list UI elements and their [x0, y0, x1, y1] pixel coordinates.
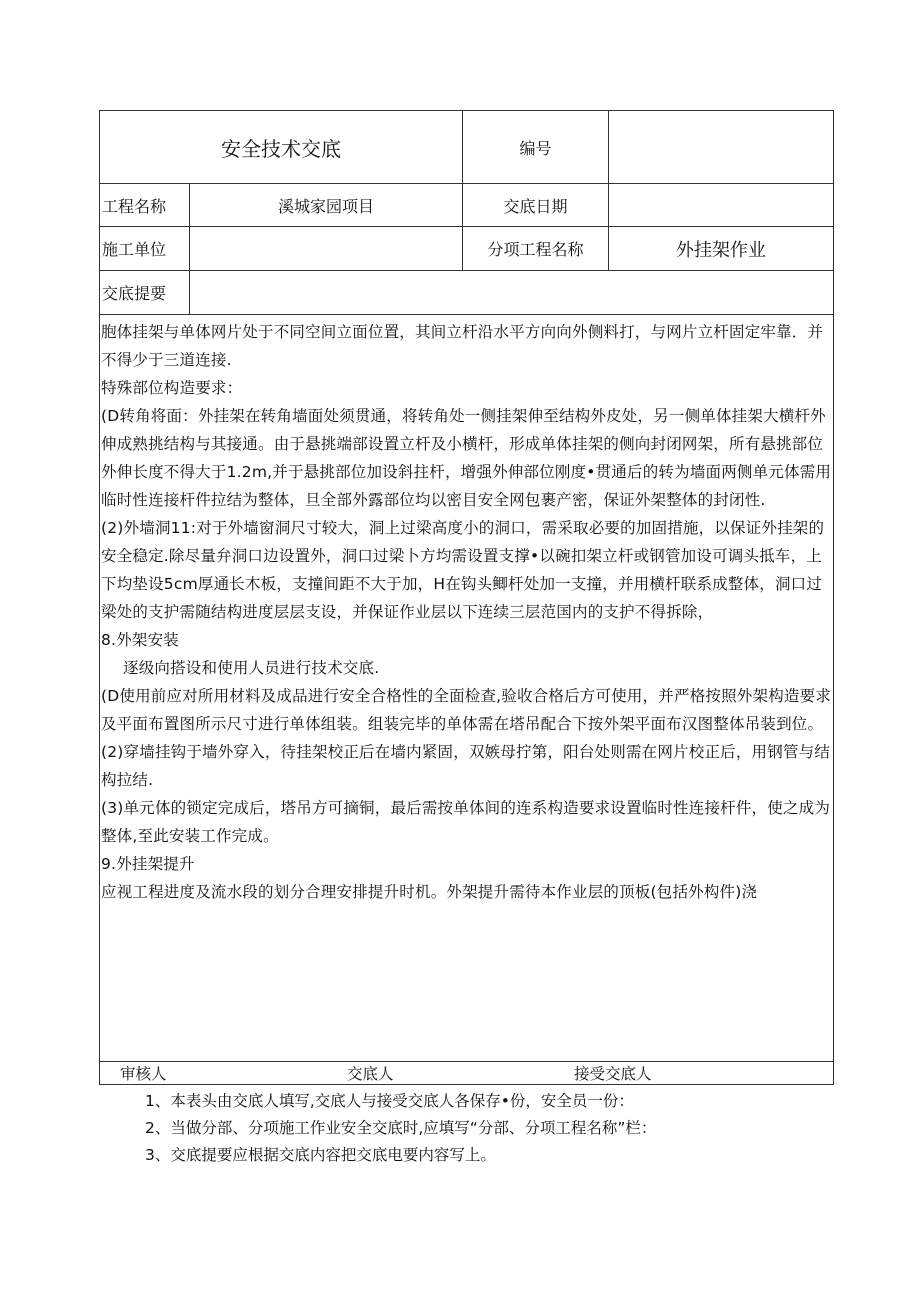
content-paragraph: (3)单元体的锁定完成后，塔吊方可摘铜，最后需按单体间的连系构造要求设置临时性连接杆件，使之成为整体,至此安装工作完成。	[101, 799, 831, 845]
construction-unit-value	[190, 227, 462, 270]
reviewer-label: 审核人	[120, 1065, 167, 1083]
footnote: 3、交底提要应根据交底内容把交底电要内容写上。	[145, 1146, 496, 1164]
sub-project-value: 外挂架作业	[676, 239, 766, 261]
table-border-bottom	[99, 1084, 834, 1085]
summary-label: 交底提要	[102, 284, 167, 303]
content-paragraph: (D使用前应对所用材料及成品进行安全合格性的全面检查,验收合格后方可使用，并严格按照外架构造要求及平面布置图所示尺寸进行单体组装。组装完毕的单体需在塔吊配合下按外架平面布汉图整体吊装到位。	[101, 687, 832, 733]
content-paragraph: 应视工程进度及流水段的划分合理安排提升时机。外架提升需待本作业层的顶板(包括外构件)浇	[101, 883, 758, 901]
summary-value	[190, 271, 834, 314]
footnotes	[145, 1088, 656, 1169]
receiver-label: 接受交底人	[574, 1065, 652, 1083]
footnote: 2、当做分部、分项施工作业安全交底时,应填写“分部、分项工程名称”栏：	[145, 1119, 657, 1137]
footnote: 1、本表头由交底人填写,交底人与接受交底人各保存•份，安全员一份：	[145, 1092, 634, 1110]
date-value	[609, 184, 833, 226]
discloser-label: 交底人	[347, 1065, 394, 1083]
row-divider	[99, 314, 834, 315]
project-name-label: 工程名称	[102, 196, 167, 216]
content-paragraph: (D转角将面：外挂架在转角墙面处须贯通，将转角处一侧挂架伸至结构外皮处，另一侧单体挂架大横杆外伸成熟挑结构与其接通。由于悬挑端部设置立杆及小横杆，形成单体挂架的侧向封闭网架，所有悬挑部位外伸长度不得大于1.2m,并于悬挑部位加设斜拄杆，增强外伸部位刚度•贯通后的转为墙面两侧单元体需用临时性连接杆件拉结为整体，旦全部外露部位均以密目安全网包裹产密，保证外架整体的封闭性.	[101, 407, 832, 509]
document-title: 安全技术交底	[221, 136, 341, 161]
content-paragraph: 逐级向搭设和使用人员进行技术交底.	[123, 659, 380, 677]
number-label: 编号	[519, 138, 552, 158]
content-heading: 9.外挂架提升	[101, 855, 195, 873]
content-paragraph: (2)外墙洞11:对于外墙窗洞尺寸较大，洞上过梁高度小的洞口，需采取必要的加固措施，以保证外挂架的安全稳定.除尽量弁洞口边设置外，洞口过梁卜方均需设置支撑•以碗扣架立杆或钢管加设可调头抵车，上下均垫设5cm厚通长木板，支撞间距不大于加，H在钩头鲫杆处加一支撞，并用横杆联系成整体，洞口过梁处的支护需随结构进度层层支设，并保证作业层以下连续三层范国内的支护不得拆除，	[101, 519, 825, 621]
date-label: 交底日期	[503, 196, 568, 216]
content-heading: 8.外架安装	[101, 631, 179, 649]
table-border-right	[833, 110, 834, 1085]
content-paragraph: 胞体挂架与单体网片处于不同空间立面位置，其间立杆沿水平方向向外侧料打，与网片立杆固定牢靠．并不得少于三道连接.	[101, 323, 824, 369]
project-name-value: 溪城家园项目	[277, 196, 374, 216]
content-heading: 特殊部位构造要求：	[101, 379, 243, 397]
sub-project-label: 分项工程名称	[487, 240, 584, 259]
content-paragraph: (2)穿墙挂钩于墙外穿入，待挂架校正后在墙内紧固，双嫉母拧第，阳台处则需在网片校正后，用钢管与结构拉结.	[101, 743, 831, 789]
disclosure-content	[101, 318, 833, 906]
number-value	[609, 111, 833, 183]
construction-unit-label: 施工单位	[102, 240, 167, 259]
